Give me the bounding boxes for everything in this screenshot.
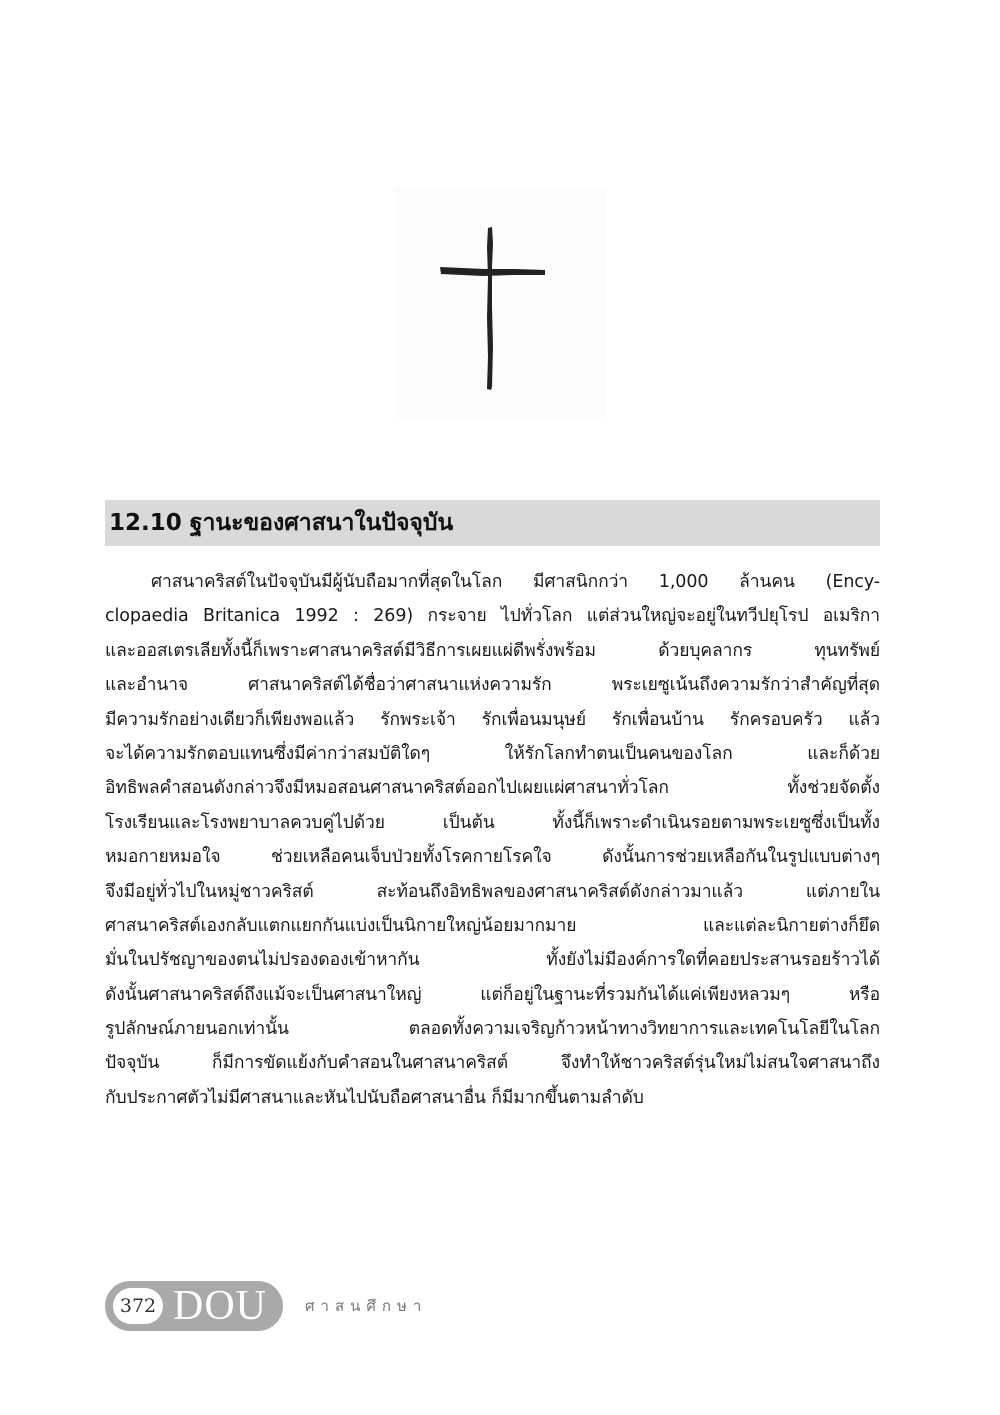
text-line: มีความรักอย่างเดียวก็เพียงพอแล้ว รักพระเจ้า รักเพื่อนมนุษย์ รักเพื่อนบ้าน รักครอบครัว แล้ว [105, 709, 880, 730]
body-paragraph [105, 565, 880, 1115]
text-line: ศาสนาคริสต์เองกลับแตกแยกกันแบ่งเป็นนิกายใหญ่น้อยมากมาย และแต่ละนิกายต่างก็ยึด [105, 915, 880, 936]
text-line: จะได้ความรักตอบแทนซึ่งมีค่ากว่าสมบัติใดๆ ให้รักโลกทำตนเป็นคนของโลก และก็ด้วย [105, 743, 880, 764]
text-line: clopaedia Britanica 1992 : 269) กระจาย ไปทั่วโลก แต่ส่วนใหญ่จะอยู่ในทวีปยุโรป อเมริกา [105, 606, 880, 627]
text-line: รูปลักษณ์ภายนอกเท่านั้น ตลอดทั้งความเจริญก้าวหน้าทางวิทยาการและเทคโนโลยีในโลก [105, 1019, 880, 1040]
page-footer [105, 1281, 427, 1331]
cross-figure [395, 187, 606, 418]
text-line: ดังนั้นศาสนาคริสต์ถึงแม้จะเป็นศาสนาใหญ่ แต่ก็อยู่ในฐานะที่รวมกันได้แค่เพียงหลวมๆ หรือ [105, 984, 880, 1005]
section-heading: 12.10 ฐานะของศาสนาในปัจจุบัน [105, 500, 880, 546]
text-line: โรงเรียนและโรงพยาบาลควบคู่ไปด้วย เป็นต้น ทั้งนี้ก็เพราะดำเนินรอยตามพระเยซูซึ่งเป็นทั้ง [105, 812, 880, 833]
footer-badge [105, 1281, 283, 1331]
text-line: และออสเตรเลียทั้งนี้ก็เพราะศาสนาคริสต์มีวิธีการเผยแผ่ดีพรั่งพร้อม ด้วยบุคลากร ทุนทรัพย์ [105, 640, 880, 661]
text-line: ศาสนาคริสต์ในปัจจุบันมีผู้นับถือมากที่สุดในโลก มีศาสนิกกว่า 1,000 ล้านคน (Ency- [151, 572, 880, 592]
text-line: และอำนาจ ศาสนาคริสต์ได้ชื่อว่าศาสนาแห่งความรัก พระเยซูเน้นถึงความรักว่าสำคัญที่สุด [105, 675, 880, 696]
text-line: ปัจจุบัน ก็มีการขัดแย้งกับคำสอนในศาสนาคริสต์ จึงทำให้ชาวคริสต์รุ่นใหม่ไม่สนใจศาสนาถึง [105, 1053, 880, 1074]
text-line: หมอกายหมอใจ ช่วยเหลือคนเจ็บป่วยทั้งโรคกายโรคใจ ดังนั้นการช่วยเหลือกันในรูปแบบต่างๆ [105, 847, 880, 868]
latin-cross-icon [395, 187, 606, 418]
footer-brand-logo: DOU [173, 1283, 267, 1329]
footer-subject: ศาสนศึกษา [305, 1297, 428, 1315]
text-line: กับประกาศตัวไม่มีศาสนาและหันไปนับถือศาสนาอื่น ก็มีมากขึ้นตามลำดับ [105, 1087, 644, 1108]
page-number: 372 [113, 1288, 163, 1324]
text-line: มั่นในปรัชญาของตนไม่ปรองดองเข้าหากัน ทั้งยังไม่มีองค์การใดที่คอยประสานรอยร้าวได้ [105, 950, 880, 971]
text-line: จึงมีอยู่ทั่วไปในหมู่ชาวคริสต์ สะท้อนถึงอิทธิพลของศาสนาคริสต์ดังกล่าวมาแล้ว แต่ภายใน [105, 881, 880, 902]
text-line: อิทธิพลคำสอนดังกล่าวจึงมีหมอสอนศาสนาคริสต์ออกไปเผยแผ่ศาสนาทั่วโลก ทั้งช่วยจัดตั้ง [105, 778, 880, 799]
